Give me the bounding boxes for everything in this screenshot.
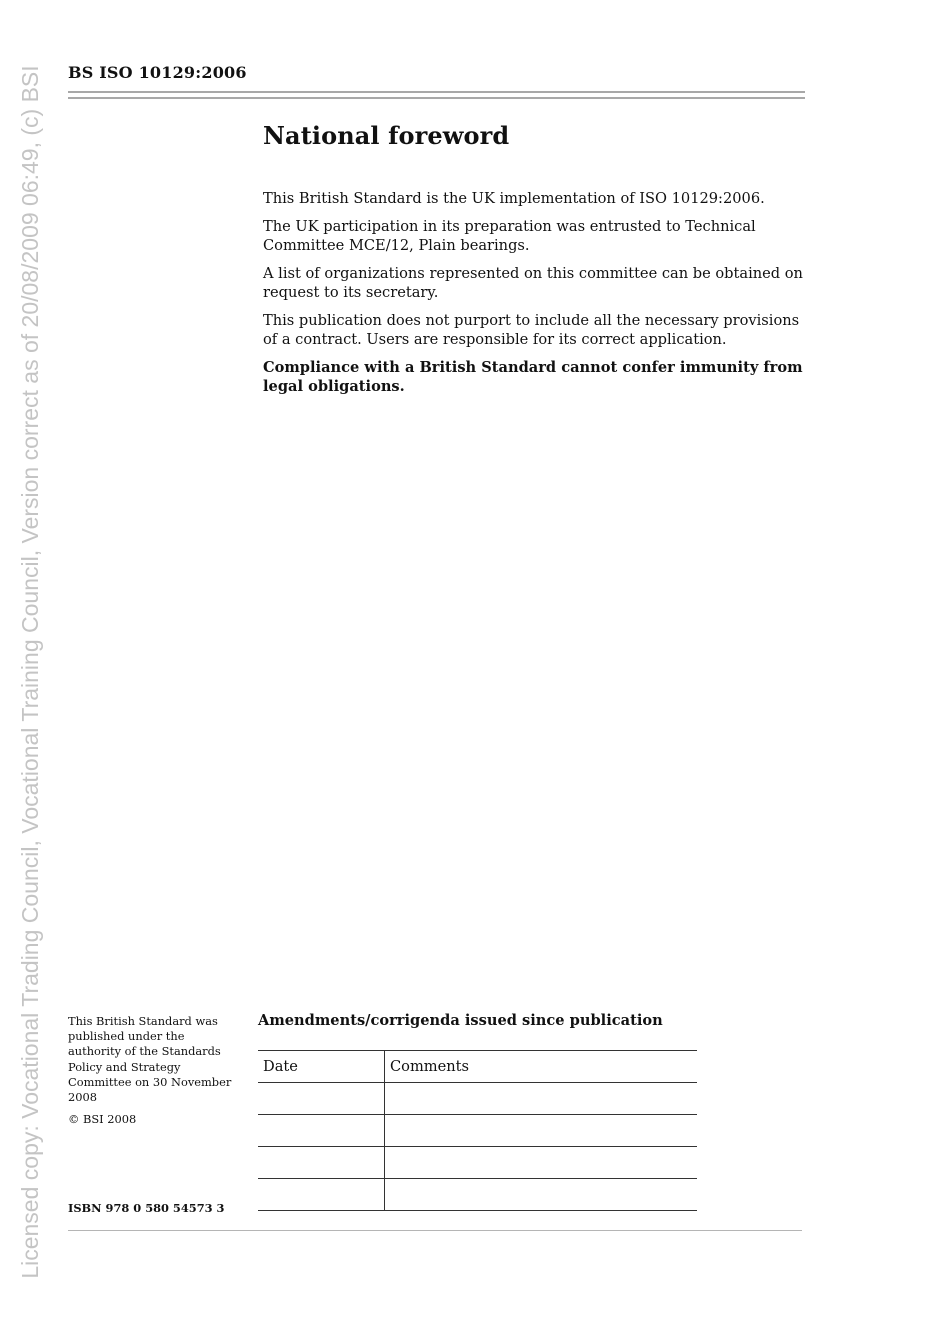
foreword-paragraph-2: The UK participation in its preparation was entrusted to Technical Committee MCE/12, Plain bearings. (263, 218, 756, 254)
header-rule-lower (68, 97, 805, 99)
table-row (258, 1179, 697, 1211)
footer-rule (68, 1230, 802, 1231)
comments-cell (385, 1179, 698, 1211)
table-row (258, 1147, 697, 1179)
date-cell (258, 1179, 385, 1211)
comments-cell (385, 1115, 698, 1147)
legal-notice: Compliance with a British Standard cannot confer immunity from legal obligations. (263, 359, 803, 395)
license-watermark-text: Licensed copy: Vocational Trading Council, Vocational Training Council, Version correct as of 20/08/2009 06:49, (c) BSI (17, 65, 43, 1279)
date-cell (258, 1115, 385, 1147)
amendments-table (258, 1050, 697, 1211)
table-header-row (258, 1051, 697, 1083)
standard-id: BS ISO 10129:2006 (68, 63, 247, 82)
header-rule-upper (68, 91, 805, 93)
column-header-date: Date (258, 1051, 385, 1083)
comments-cell (385, 1083, 698, 1115)
page-title: National foreword (263, 121, 510, 150)
amendments-title: Amendments/corrigenda issued since publication (258, 1012, 663, 1029)
foreword-paragraph-4: This publication does not purport to include all the necessary provisions of a contract. Users are responsible for its correct application. (263, 312, 800, 348)
foreword-paragraph-3: A list of organizations represented on this committee can be obtained on request to its secretary. (263, 265, 803, 301)
comments-cell (385, 1147, 698, 1179)
license-watermark (0, 0, 60, 1344)
table-row (258, 1115, 697, 1147)
foreword-body (263, 189, 808, 405)
column-header-comments: Comments (385, 1051, 698, 1083)
date-cell (258, 1083, 385, 1115)
foreword-paragraph-1: This British Standard is the UK implementation of ISO 10129:2006. (263, 190, 765, 207)
table-row (258, 1083, 697, 1115)
publication-authority (68, 1014, 233, 1105)
publication-authority-text: This British Standard was published under the authority of the Standards Policy and Strategy Committee on 30 November 2008 (68, 1014, 232, 1105)
copyright-notice: © BSI 2008 (68, 1112, 137, 1126)
isbn: ISBN 978 0 580 54573 3 (68, 1201, 225, 1215)
date-cell (258, 1147, 385, 1179)
